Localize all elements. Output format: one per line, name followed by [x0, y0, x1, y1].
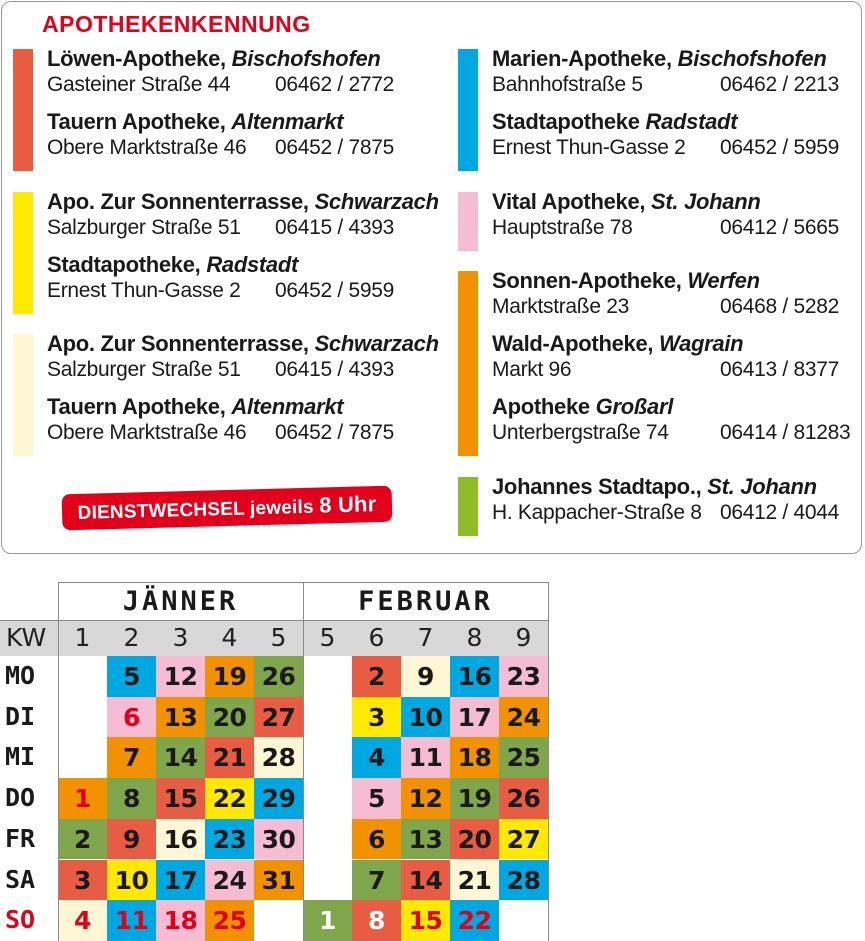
duty-day-cell: 22 — [205, 778, 254, 819]
duty-day-cell: 3 — [352, 697, 401, 738]
pharmacy-phone: 06414 / 81283 — [720, 421, 851, 444]
duty-day-cell: 19 — [450, 778, 499, 819]
duty-day-cell: 24 — [499, 697, 548, 738]
week-number: 8 — [450, 620, 499, 656]
duty-day-cell: 26 — [499, 778, 548, 819]
pharmacy-phone: 06452 / 7875 — [275, 136, 395, 159]
pharmacy-address-line — [492, 500, 865, 530]
duty-day-cell: 6 — [352, 819, 401, 860]
color-code-bar — [458, 477, 478, 536]
pharmacy-phone: 06462 / 2772 — [275, 73, 395, 96]
duty-day-cell: 18 — [156, 900, 205, 941]
duty-day-cell: 8 — [352, 900, 401, 941]
pharmacy-name-text: Sonnen-Apotheke, — [492, 268, 688, 293]
pharmacy-address: Gasteiner Straße 44 — [47, 73, 231, 96]
duty-day-cell: 12 — [401, 778, 450, 819]
month-header: JÄNNER — [122, 586, 239, 617]
pharmacy-name-text: Apo. Zur Sonnenterrasse, — [47, 189, 315, 214]
weekday-label: FR — [5, 823, 36, 853]
pharmacy-address-line — [492, 357, 865, 387]
duty-change-badge — [62, 486, 393, 531]
duty-day-cell: 17 — [156, 860, 205, 901]
pharmacy-town: St. Johann — [651, 189, 761, 214]
pharmacy-town: Werfen — [687, 268, 760, 293]
pharmacy-town: St. Johann — [707, 474, 817, 499]
duty-day-cell: 2 — [352, 656, 401, 697]
pharmacy-phone: 06452 / 7875 — [275, 421, 395, 444]
pharmacy-address-line — [47, 215, 467, 245]
weekday-label: DI — [5, 701, 36, 731]
grid-line — [548, 582, 549, 941]
pharmacy-name — [47, 252, 467, 278]
duty-day-cell: 24 — [205, 860, 254, 901]
grid-line — [0, 620, 548, 621]
duty-day-cell: 18 — [450, 737, 499, 778]
pharmacy-town: Schwarzach — [314, 189, 439, 214]
pharmacy-address: Obere Marktstraße 46 — [47, 421, 247, 444]
pharmacy-name-text: Johannes Stadtapo., — [492, 474, 708, 499]
duty-day-cell: 7 — [107, 737, 156, 778]
color-code-bar — [13, 49, 33, 171]
duty-day-cell: 21 — [450, 860, 499, 901]
pharmacy-name — [47, 394, 467, 420]
pharmacy-name — [47, 331, 467, 357]
pharmacy-address-line — [47, 135, 467, 165]
duty-day-cell: 11 — [401, 737, 450, 778]
duty-day-cell: 23 — [499, 656, 548, 697]
weekday-label: MO — [5, 661, 36, 690]
pharmacy-address-line — [47, 278, 467, 308]
pharmacy-name-text: Vital Apotheke, — [492, 189, 652, 214]
pharmacy-address: H. Kappacher-Straße 8 — [492, 501, 702, 524]
pharmacy-address-line — [492, 135, 865, 165]
pharmacy-address-line — [492, 72, 865, 102]
duty-day-cell: 5 — [352, 778, 401, 819]
duty-day-cell: 9 — [401, 656, 450, 697]
pharmacy-address: Markt 96 — [492, 358, 572, 381]
week-number: 4 — [205, 620, 254, 656]
pharmacy-entry — [492, 331, 865, 387]
pharmacy-name-text: Wald-Apotheke, — [492, 331, 660, 356]
pharmacy-phone: 06413 / 8377 — [720, 358, 840, 381]
pharmacy-address: Obere Marktstraße 46 — [47, 136, 247, 159]
duty-day-cell: 5 — [107, 656, 156, 697]
pharmacy-town: Radstadt — [645, 109, 738, 134]
duty-day-cell: 15 — [156, 778, 205, 819]
weekday-label: MI — [5, 742, 36, 772]
duty-day-cell: 28 — [254, 737, 303, 778]
pharmacy-phone: 06415 / 4393 — [275, 216, 395, 239]
duty-day-cell: 17 — [450, 697, 499, 738]
badge-text: DIENSTWECHSEL jeweils — [77, 496, 320, 524]
duty-day-cell: 8 — [107, 778, 156, 819]
color-code-bar — [458, 271, 478, 456]
weekday-label: SO — [5, 905, 36, 935]
duty-day-cell: 14 — [156, 737, 205, 778]
duty-day-cell: 10 — [401, 697, 450, 738]
pharmacy-town: Großarl — [595, 394, 674, 419]
pharmacy-name — [47, 189, 467, 215]
week-number: 3 — [156, 620, 205, 656]
grid-line — [58, 582, 548, 583]
pharmacy-entry — [47, 331, 467, 387]
duty-day-cell: 19 — [205, 656, 254, 697]
duty-day-cell: 29 — [254, 778, 303, 819]
pharmacy-name — [492, 474, 865, 500]
duty-day-cell: 1 — [303, 900, 352, 941]
pharmacy-town: Bischofshofen — [231, 46, 381, 71]
pharmacy-phone: 06415 / 4393 — [275, 358, 395, 381]
weekday-label: SA — [5, 864, 36, 894]
duty-day-cell: 27 — [499, 819, 548, 860]
month-header: FEBRUAR — [358, 586, 493, 617]
duty-day-cell: 31 — [254, 860, 303, 901]
week-number: 9 — [499, 620, 548, 656]
duty-day-cell: 20 — [450, 819, 499, 860]
pharmacy-entry — [492, 46, 865, 102]
pharmacy-name — [492, 109, 865, 135]
duty-day-cell: 7 — [352, 860, 401, 901]
pharmacy-entry — [492, 189, 865, 245]
color-code-bar — [13, 334, 33, 456]
pharmacy-name — [492, 268, 865, 294]
duty-day-cell: 12 — [156, 656, 205, 697]
duty-day-cell: 23 — [205, 819, 254, 860]
kw-label: KW — [0, 620, 58, 656]
pharmacy-entry — [492, 394, 865, 450]
pharmacy-entry — [492, 109, 865, 165]
pharmacy-town: Radstadt — [206, 252, 299, 277]
duty-day-cell: 14 — [401, 860, 450, 901]
duty-day-cell: 25 — [499, 737, 548, 778]
pharmacy-name-text: Löwen-Apotheke, — [47, 46, 232, 71]
pharmacy-address-line — [492, 215, 865, 245]
pharmacy-name — [492, 46, 865, 72]
duty-day-cell: 21 — [205, 737, 254, 778]
pharmacy-address-line — [492, 420, 865, 450]
pharmacy-name-text: Tauern Apotheke, — [47, 394, 232, 419]
duty-day-cell: 20 — [205, 697, 254, 738]
pharmacy-legend-card — [1, 1, 862, 554]
pharmacy-town: Altenmarkt — [231, 394, 344, 419]
duty-day-cell: 15 — [401, 900, 450, 941]
pharmacy-address: Ernest Thun-Gasse 2 — [492, 136, 686, 159]
grid-line — [303, 582, 304, 941]
duty-day-cell: 16 — [156, 819, 205, 860]
pharmacy-town: Altenmarkt — [231, 109, 344, 134]
badge-time: 8 Uhr — [318, 491, 377, 518]
duty-day-cell: 28 — [499, 860, 548, 901]
pharmacy-address: Salzburger Straße 51 — [47, 358, 241, 381]
duty-day-cell: 25 — [205, 900, 254, 941]
duty-day-cell: 10 — [107, 860, 156, 901]
pharmacy-name — [47, 46, 467, 72]
grid-line — [58, 582, 59, 941]
pharmacy-town: Bischofshofen — [677, 46, 827, 71]
pharmacy-name — [492, 189, 865, 215]
week-number: 2 — [107, 620, 156, 656]
week-number: 5 — [303, 620, 352, 656]
pharmacy-address-line — [47, 72, 467, 102]
pharmacy-town: Schwarzach — [314, 331, 439, 356]
duty-day-cell: 11 — [107, 900, 156, 941]
pharmacy-phone: 06462 / 2213 — [720, 73, 840, 96]
pharmacy-address: Ernest Thun-Gasse 2 — [47, 279, 241, 302]
color-code-bar — [13, 192, 33, 314]
duty-day-cell: 30 — [254, 819, 303, 860]
duty-day-cell: 6 — [107, 697, 156, 738]
pharmacy-phone: 06412 / 4044 — [720, 501, 840, 524]
duty-day-cell: 4 — [352, 737, 401, 778]
duty-day-cell: 22 — [450, 900, 499, 941]
pharmacy-address-line — [47, 357, 467, 387]
pharmacy-town: Wagrain — [659, 331, 744, 356]
week-number: 6 — [352, 620, 401, 656]
duty-day-cell: 16 — [450, 656, 499, 697]
pharmacy-name-text: Apotheke — [492, 394, 596, 419]
legend-title: APOTHEKENKENNUNG — [42, 11, 311, 37]
duty-day-cell: 2 — [58, 819, 107, 860]
pharmacy-entry — [47, 109, 467, 165]
pharmacy-entry — [47, 394, 467, 450]
pharmacy-address-line — [47, 420, 467, 450]
pharmacy-name-text: Stadtapotheke — [492, 109, 646, 134]
duty-day-cell: 9 — [107, 819, 156, 860]
pharmacy-name — [492, 394, 865, 420]
week-number: 5 — [254, 620, 303, 656]
duty-day-cell: 3 — [58, 860, 107, 901]
pharmacy-address: Salzburger Straße 51 — [47, 216, 241, 239]
pharmacy-entry — [492, 474, 865, 530]
pharmacy-phone: 06452 / 5959 — [720, 136, 840, 159]
pharmacy-name-text: Marien-Apotheke, — [492, 46, 678, 71]
pharmacy-name-text: Stadtapotheke, — [47, 252, 207, 277]
pharmacy-entry — [47, 46, 467, 102]
pharmacy-phone: 06468 / 5282 — [720, 295, 840, 318]
pharmacy-phone: 06412 / 5665 — [720, 216, 840, 239]
pharmacy-address: Bahnhofstraße 5 — [492, 73, 643, 96]
pharmacy-phone: 06452 / 5959 — [275, 279, 395, 302]
color-code-bar — [458, 192, 478, 251]
pharmacy-entry — [492, 268, 865, 324]
pharmacy-name-text: Tauern Apotheke, — [47, 109, 232, 134]
week-number: 1 — [58, 620, 107, 656]
duty-day-cell: 26 — [254, 656, 303, 697]
duty-day-cell: 27 — [254, 697, 303, 738]
duty-day-cell: 13 — [156, 697, 205, 738]
duty-day-cell: 4 — [58, 900, 107, 941]
pharmacy-address-line — [492, 294, 865, 324]
pharmacy-entry — [47, 189, 467, 245]
pharmacy-entry — [47, 252, 467, 308]
pharmacy-name-text: Apo. Zur Sonnenterrasse, — [47, 331, 315, 356]
pharmacy-address: Hauptstraße 78 — [492, 216, 633, 239]
weekday-label: DO — [5, 783, 36, 813]
duty-day-cell: 1 — [58, 778, 107, 819]
week-number: 7 — [401, 620, 450, 656]
pharmacy-name — [47, 109, 467, 135]
color-code-bar — [458, 49, 478, 171]
duty-day-cell: 13 — [401, 819, 450, 860]
pharmacy-address: Marktstraße 23 — [492, 295, 630, 318]
pharmacy-address: Unterbergstraße 74 — [492, 421, 669, 444]
pharmacy-name — [492, 331, 865, 357]
